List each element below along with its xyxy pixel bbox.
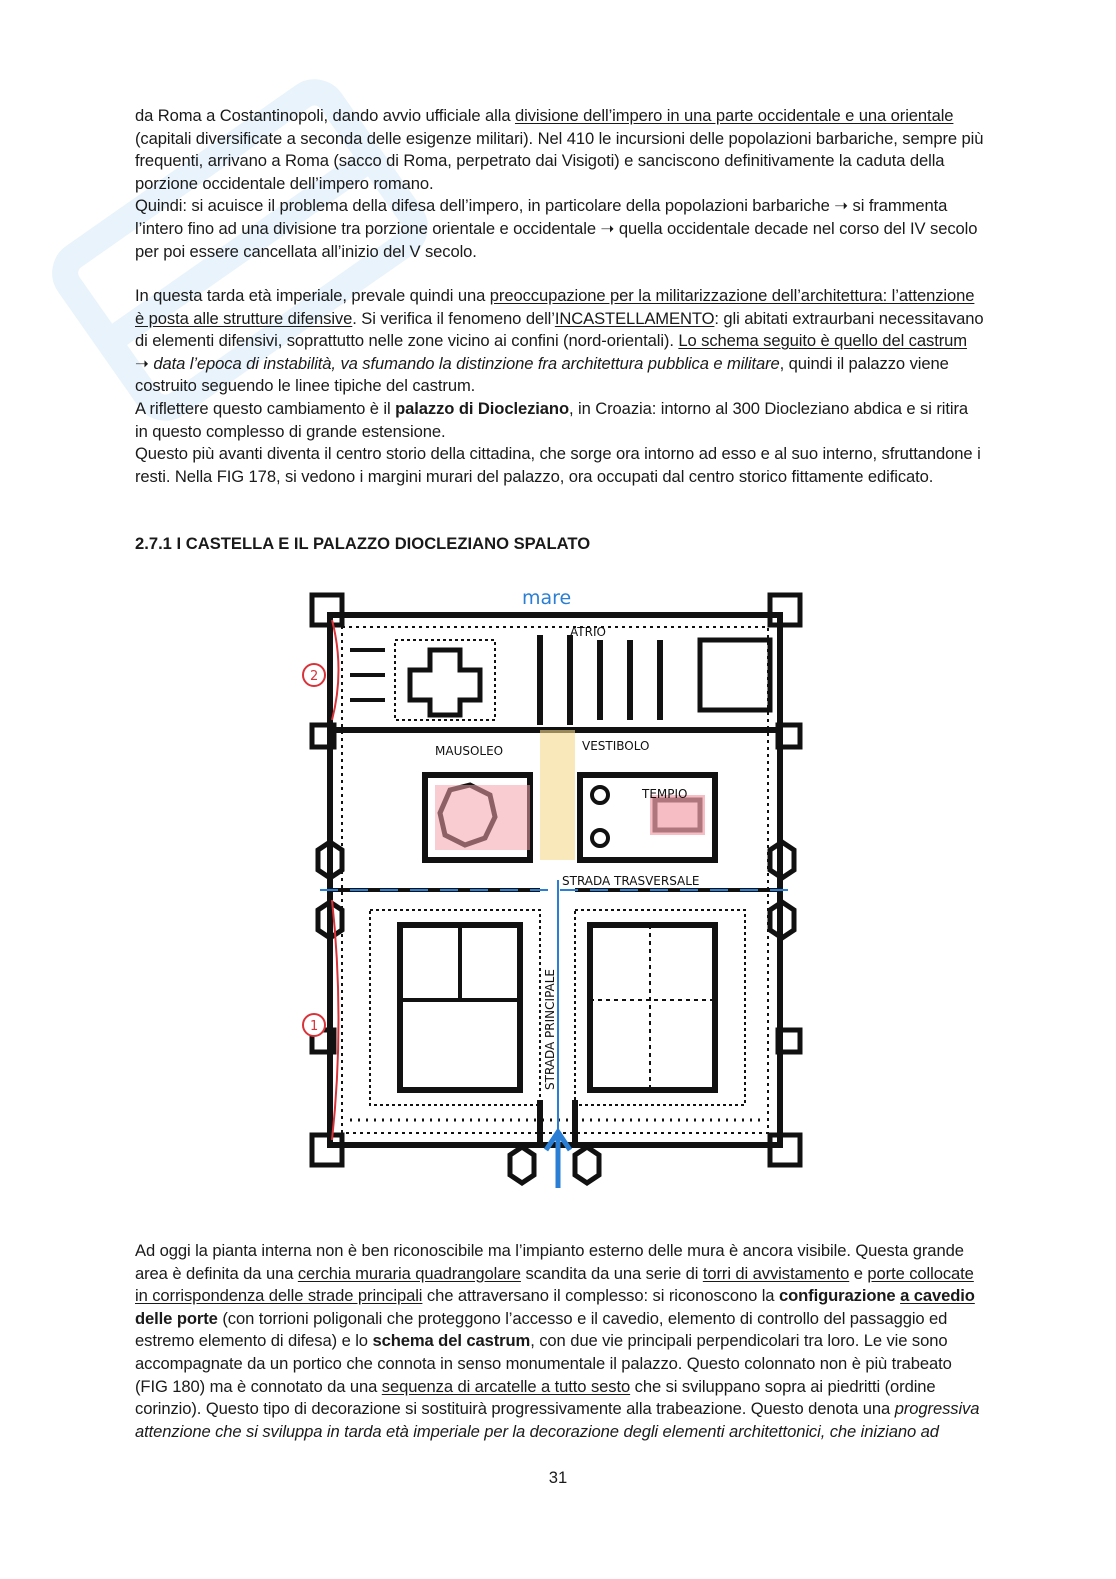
label-tempio: TEMPIO — [642, 787, 688, 801]
label-atrio: ATRIO — [570, 625, 606, 639]
paragraph-intro — [135, 105, 985, 263]
page-number: 31 — [548, 1468, 568, 1487]
palace-plan-figure — [300, 580, 820, 1200]
section-heading: 2.7.1 I CASTELLA E IL PALAZZO DIOCLEZIANO SPALATO — [135, 534, 591, 553]
paragraph-2: In questa tarda età imperiale, prevale quindi una preoccupazione per la militarizzazione dell’architettura: l’attenzione è posta alle strutture difensive. Si verifica il fenomeno dell’INCASTELLAMENTO: gli abitati extraurbani necessitavano di elementi difensivi, soprattutto nelle zone vicino ai confini (nord-orientali). Lo schema seguito è quello del castrum ➝ data l’epoca di instabilità, va sfumando la distinzione fra architettura pubblica e militare, quindi il palazzo viene costruito seguendo le linee tipiche del castrum. — [135, 286, 984, 396]
paragraph-1: da Roma a Costantinopoli, dando avvio ufficiale alla divisione dell’impero in una parte occidentale e una orientale (capitali diversificate a seconda delle esigenze militari). Nel 410 le incursioni delle popolazioni barbariche, sempre più frequenti, arrivano a Roma (sacco di Roma, perpetrato dai Visigoti) e sanciscono definitivamente la caduta della porzione occidentale dell’impero romano. — [135, 106, 984, 193]
paragraph-mura — [135, 1240, 985, 1443]
entrance-arrow — [546, 1132, 570, 1188]
label-mausoleo: MAUSOLEO — [435, 744, 504, 758]
label-strada-principale: STRADA PRINCIPALE — [543, 968, 557, 1090]
label-vestibolo: VESTIBOLO — [582, 739, 650, 753]
label-mare: mare — [522, 587, 572, 609]
paragraph-2b: A riflettere questo cambiamento è il palazzo di Diocleziano, in Croazia: intorno al 300 Diocleziano abdica e si ritira in questo complesso di grande estensione. — [135, 398, 969, 441]
paragraph-3: Ad oggi la pianta interna non è ben riconoscibile ma l’impianto esterno delle mura è ancora visibile. Questa grande area è definita da una cerchia muraria quadrangolare scandita da una serie di torri di avvistamento e porte collocate in corrispondenza delle strade principali che attraversano il complesso: si riconoscono la configurazione a cavedio delle porte (con torrioni poligonali che proteggono l’accesso e il cavedio, elemento di controllo del passaggio ed estremo elemento di difesa) e lo schema del castrum, con due vie principali perpendicolari tra loro. Le vie sono accompagnate da un portico che connota in senso monumentale il palazzo. Questo colonnato non è più trabeato (FIG 180) ma è connotato da una sequenza di arcatelle a tutto sesto che si sviluppano sopra ai piedritti (ordine corinzio). Questo tipo di decorazione si sostituirà progressivamente alla trabeazione. Questo denota una progressiva attenzione che si sviluppa in tarda età imperiale per la decorazione degli elementi architettonici, che iniziano ad — [135, 1241, 980, 1441]
paragraph-2c: Questo più avanti diventa il centro storio della cittadina, che sorge ora intorno ad esso e al suo interno, sfruttandone i resti. Nella FIG 178, si vedono i margini murari del palazzo, ora occupati dal centro storico fittamente edificato. — [135, 444, 981, 486]
mausoleum-highlight — [435, 785, 530, 850]
paragraph-1b: Quindi: si acuisce il problema della difesa dell’impero, in particolare della popolazioni barbariche ➝ si frammenta l’intero fino ad una divisione tra porzione orientale e occidentale ➝ quella occidentale decade nel corso del IV secolo per poi essere cancellata all’inizio del V secolo. — [135, 196, 978, 261]
marker-2: 2 — [310, 669, 319, 684]
vestibule-highlight — [540, 730, 575, 860]
temple-highlight — [650, 795, 705, 835]
marker-1: 1 — [310, 1019, 319, 1034]
label-strada-trasversale: STRADA TRASVERSALE — [562, 874, 700, 888]
paragraph-incastellamento — [135, 285, 985, 488]
